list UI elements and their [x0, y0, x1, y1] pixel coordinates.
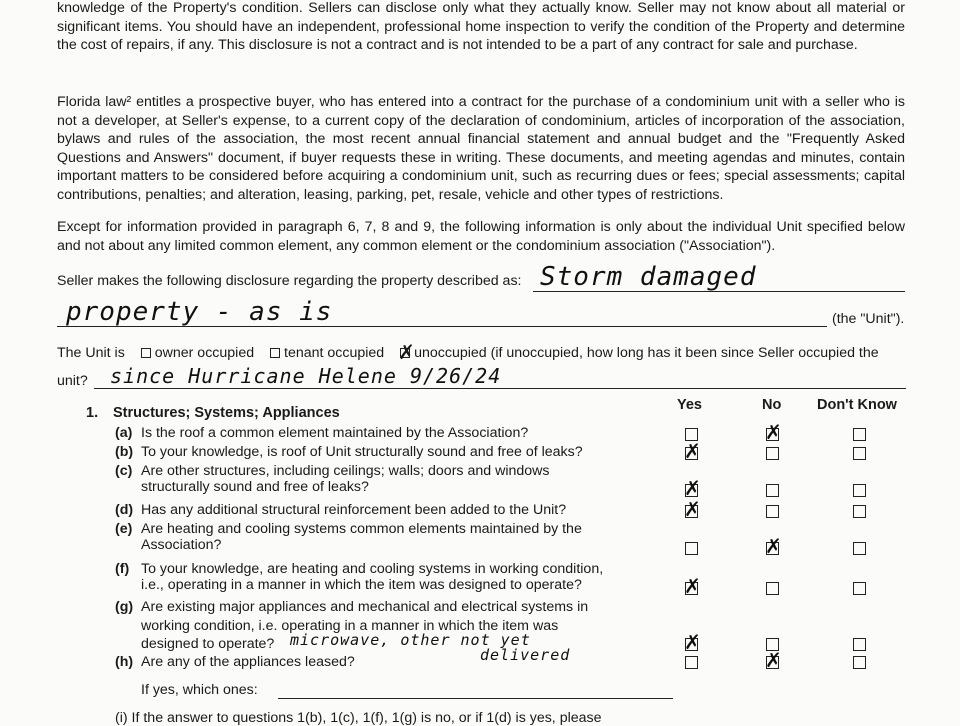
handwritten-appliance-note-1: microwave, other not yet	[290, 631, 531, 649]
intro-paragraph: knowledge of the Property's condition. Sellers can disclose only what they actually know. Seller may not know about all material or significant items. You should have an independent, professional home inspection to verify the condition of the Property and determine the cost of repairs, if any. This disclosure is not a contract and is not intended to be a part of any contract for sale and purchase.	[57, 0, 905, 54]
question-e: (e) Are heating and cooling systems common elements maintained by the Association?	[115, 521, 582, 553]
section-1-number: 1.	[86, 405, 99, 421]
if-yes-line[interactable]	[278, 698, 673, 699]
unit-is-label: The Unit is	[57, 345, 125, 361]
handwritten-property-2: property - as is	[66, 297, 333, 327]
c-no-checkbox[interactable]	[766, 484, 779, 497]
e-yes-checkbox[interactable]	[685, 542, 698, 555]
unoccupied-label: unoccupied (if unoccupied, how long has it been since Seller occupied the	[414, 345, 879, 361]
d-no-checkbox[interactable]	[766, 505, 779, 518]
d-yes-checkbox[interactable]: ✗	[684, 497, 701, 521]
h-dontknow-checkbox[interactable]	[853, 656, 866, 669]
question-f: (f) To your knowledge, are heating and cooling systems in working condition, i.e., operating in a manner in which the item was designed to operate?	[115, 561, 604, 593]
question-a: (a) Is the roof a common element maintained by the Association?	[115, 425, 529, 441]
unit-question-label: unit?	[57, 373, 88, 389]
question-h: (h) Are any of the appliances leased?	[115, 654, 355, 670]
column-yes-header: Yes	[677, 397, 702, 413]
handwritten-property-1: Storm damaged	[540, 262, 757, 292]
handwritten-unoccupied-since: since Hurricane Helene 9/26/24	[110, 364, 502, 388]
f-no-checkbox[interactable]	[766, 582, 779, 595]
question-b: (b) To your knowledge, is roof of Unit structurally sound and free of leaks?	[115, 444, 583, 460]
handwritten-appliance-note-2: delivered	[480, 646, 571, 664]
g-dontknow-checkbox[interactable]	[853, 638, 866, 651]
c-dontknow-checkbox[interactable]	[853, 484, 866, 497]
occupancy-row	[57, 342, 879, 364]
disclosure-lead: Seller makes the following disclosure regarding the property described as:	[57, 273, 522, 289]
question-i-partial: (i) If the answer to questions 1(b), 1(c), 1(f), 1(g) is no, or if 1(d) is yes, please	[115, 710, 602, 726]
unoccupied-duration-line[interactable]	[94, 388, 906, 389]
column-dont-know-header: Don't Know	[817, 397, 897, 413]
b-no-checkbox[interactable]	[766, 447, 779, 460]
c-yes-checkbox[interactable]: ✗	[684, 476, 701, 500]
b-dontknow-checkbox[interactable]	[853, 447, 866, 460]
column-no-header: No	[762, 397, 782, 413]
question-c: (c) Are other structures, including ceilings; walls; doors and windows structurally sound and free of leaks?	[115, 463, 550, 495]
exception-paragraph: Except for information provided in paragraph 6, 7, 8 and 9, the following information is only about the individual Unit specified below and not about any limited common element, any common element or the condominium association ("Association").	[57, 219, 905, 254]
d-dontknow-checkbox[interactable]	[853, 505, 866, 518]
owner-occupied-label: owner occupied	[154, 345, 255, 361]
g-yes-checkbox[interactable]: ✗	[684, 630, 701, 654]
f-yes-checkbox[interactable]: ✗	[684, 574, 701, 598]
a-no-checkbox[interactable]: ✗	[765, 420, 782, 444]
f-dontknow-checkbox[interactable]	[853, 582, 866, 595]
e-dontknow-checkbox[interactable]	[853, 542, 866, 555]
tenant-occupied-checkbox[interactable]	[270, 348, 280, 358]
h-no-checkbox[interactable]: ✗	[765, 648, 782, 672]
if-yes-label: If yes, which ones:	[141, 682, 258, 698]
unoccupied-checkbox[interactable]: ✗	[398, 342, 415, 364]
owner-occupied-checkbox[interactable]	[141, 348, 151, 358]
e-no-checkbox[interactable]: ✗	[765, 534, 782, 558]
section-1-title: Structures; Systems; Appliances	[113, 405, 340, 421]
tenant-occupied-label: tenant occupied	[284, 345, 385, 361]
a-dontknow-checkbox[interactable]	[853, 428, 866, 441]
h-yes-checkbox[interactable]	[685, 656, 698, 669]
question-g: (g) Are existing major appliances and mechanical and electrical systems in working condition, i.e. operating in a manner in which the item was designed to operate?	[115, 599, 589, 652]
florida-law-paragraph: Florida law² entitles a prospective buyer, who has entered into a contract for the purchase of a condominium unit with a seller who is not a developer, at Seller's expense, to a current copy of the declaration of condominium, articles of incorporation of the association, bylaws and rules of the association, the most recent annual financial statement and annual budget and the "Frequently Asked Questions and Answers" document, if buyer requests these in writing. These documents, and meeting agendas and minutes, contain important matters to be considered before acquiring a condominium unit, such as recurring dues or fees; special assessments; capital contributions, penalties; and alteration, leasing, parking, pet, resale, vehicle and other types of restrictions.	[57, 94, 905, 203]
question-d: (d) Has any additional structural reinforcement been added to the Unit?	[115, 502, 567, 518]
the-unit-label: (the "Unit").	[832, 311, 905, 327]
b-yes-checkbox[interactable]: ✗	[684, 439, 701, 463]
